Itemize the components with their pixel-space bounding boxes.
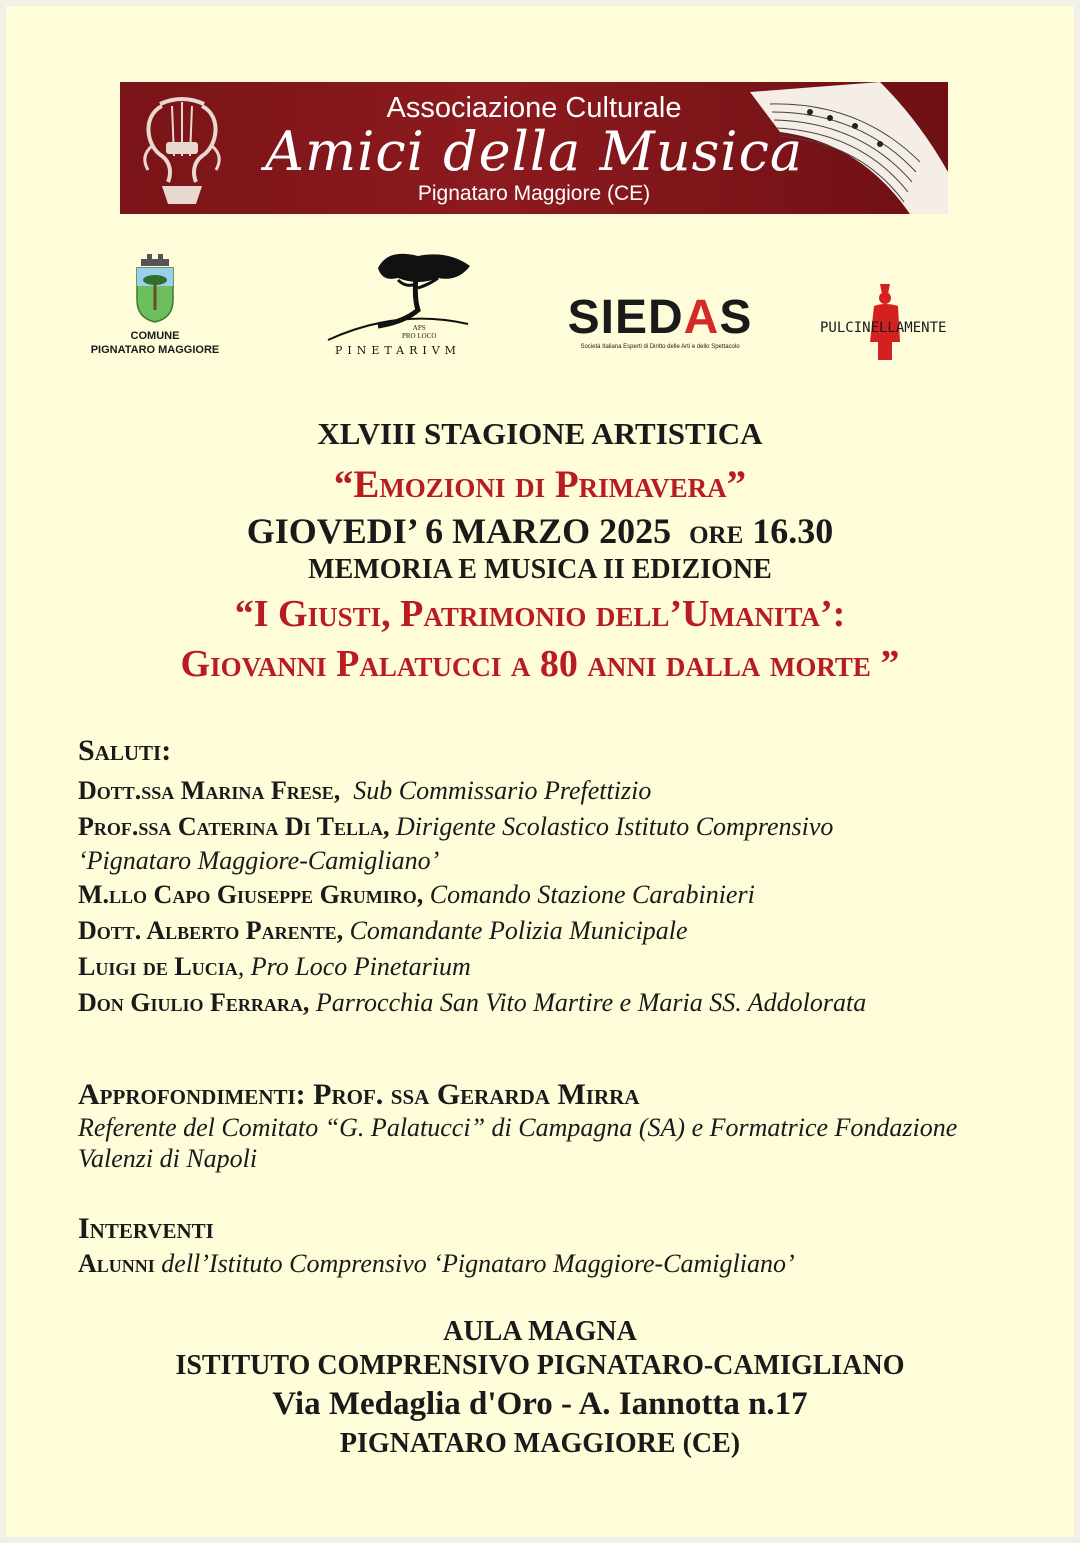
interventi-line: Alunni dell’Istituto Comprensivo ‘Pignataro Maggiore-Camigliano’ bbox=[78, 1249, 795, 1278]
approfondimenti-line2: Valenzi di Napoli bbox=[78, 1144, 258, 1173]
comune-logo bbox=[80, 252, 230, 362]
season-title: XLVIII STAGIONE ARTISTICA bbox=[317, 416, 763, 451]
event-date: GIOVEDI’ 6 MARZO 2025 bbox=[246, 511, 672, 551]
saluti-section bbox=[78, 734, 1038, 768]
comune-city: PIGNATARO MAGGIORE bbox=[90, 344, 220, 356]
approfondimenti-section bbox=[78, 1078, 1038, 1174]
event-time: ore 16.30 bbox=[689, 511, 834, 551]
pinetarium-aps: APS PRO LOCO bbox=[402, 324, 437, 340]
siedas-subtitle: Società Italiana Esperti di Diritto delle Arti e dello Spettacolo bbox=[580, 344, 740, 350]
venue-city: PIGNATARO MAGGIORE (CE) bbox=[339, 1428, 741, 1459]
saluti-list bbox=[78, 773, 1038, 1021]
comune-label: COMUNE bbox=[130, 330, 180, 342]
event-title-line2: Giovanni Palatucci a 80 anni dalla morte ” bbox=[180, 643, 900, 685]
header-banner bbox=[120, 82, 948, 214]
series-title: “Emozioni di Primavera” bbox=[333, 463, 747, 506]
siedas-logo bbox=[560, 291, 760, 354]
poster-page bbox=[6, 6, 1074, 1537]
pine-tree-icon bbox=[318, 248, 478, 344]
venue-room: AULA MAGNA bbox=[443, 1316, 637, 1347]
venue-address: Via Medaglia d'Oro - A. Iannotta n.17 bbox=[272, 1386, 808, 1422]
event-title-line1: “I Giusti, Patrimonio dell’Umanita’: bbox=[234, 593, 846, 635]
coat-of-arms-icon bbox=[133, 252, 177, 324]
pulcinella-logo bbox=[820, 282, 980, 364]
list-item: Prof.ssa Caterina Di Tella, Dirigente Scolastico Istituto Comprensivo bbox=[78, 812, 834, 841]
event-datetime bbox=[0, 510, 1080, 552]
association-city: Pignataro Maggiore (CE) bbox=[417, 182, 651, 205]
venue-school: ISTITUTO COMPRENSIVO PIGNATARO-CAMIGLIANO bbox=[175, 1350, 905, 1381]
pinetarium-name: PINETARIVM bbox=[335, 344, 461, 357]
siedas-name: SIEDAS bbox=[567, 291, 753, 344]
list-item: Dott. Alberto Parente, Comandante Polizia Municipale bbox=[78, 916, 688, 945]
approfondimenti-line1: Referente del Comitato “G. Palatucci” di Campagna (SA) e Formatrice Fondazione bbox=[78, 1113, 958, 1142]
list-item: M.llo Capo Giuseppe Grumiro, Comando Stazione Carabinieri bbox=[78, 880, 755, 909]
association-name: Amici della Musica bbox=[264, 120, 804, 183]
pinetarium-logo bbox=[318, 248, 478, 364]
list-item: Dott.ssa Marina Frese, Sub Commissario Prefettizio bbox=[78, 776, 652, 805]
association-label: Associazione Culturale bbox=[386, 92, 682, 124]
interventi-heading: Interventi bbox=[78, 1212, 214, 1245]
list-item: Luigi de Lucia, Pro Loco Pinetarium bbox=[78, 952, 471, 981]
list-item: Don Giulio Ferrara, Parrocchia San Vito Martire e Maria SS. Addolorata bbox=[78, 988, 867, 1017]
approfondimenti-heading: Approfondimenti: Prof. ssa Gerarda Mirra bbox=[78, 1078, 640, 1111]
interventi-section bbox=[78, 1212, 1038, 1282]
edition-title: MEMORIA E MUSICA II EDIZIONE bbox=[308, 554, 772, 585]
pulcinella-name: PULCINELLAMENTE bbox=[820, 320, 947, 336]
saluti-heading: Saluti: bbox=[78, 734, 172, 767]
list-item: ‘Pignataro Maggiore-Camigliano’ bbox=[78, 846, 440, 875]
